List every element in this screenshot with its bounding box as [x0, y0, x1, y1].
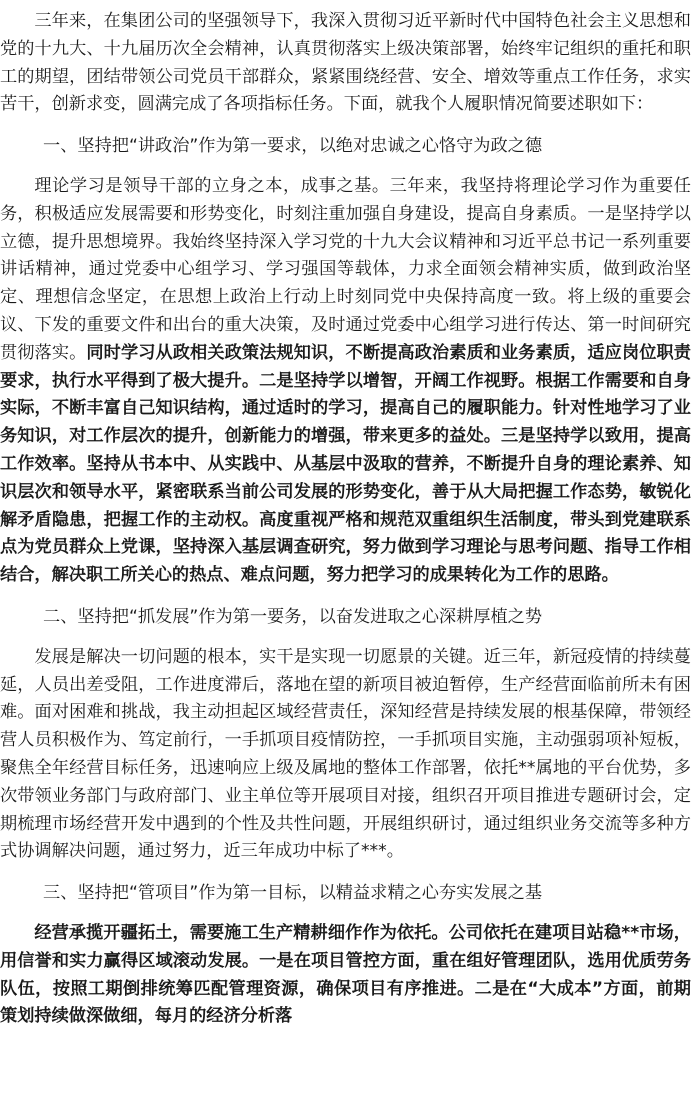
section-1-heading: 一、坚持把“讲政治”作为第一要求，以绝对忠诚之心恪守为政之德: [43, 136, 543, 157]
section-3-paragraph: 经营承揽开疆拓土，需要施工生产精耕细作作为依托。公司依托在建项目站稳**市场，用信誉和实力赢得区域滚动发展。一是在项目管控方面，重在组好管理团队，选用优质劳务队伍，按照工期倒排统筹匹配管理资源，确保项目有序推进。二是在“大成本”方面，前期策划持续做深做细，每月的经济分析落: [0, 922, 691, 1027]
section-1-text-a: 理论学习是领导干部的立身之本，成事之基。三年来，我坚持将理论学习作为重要任务，积极适应发展需要和形势变化，时刻注重加强自身建设，提高自身素质。一是坚持学以立德，提升思想境界。我始终坚持深入学习党的十九大会议精神和习近平总书记一系列重要讲话精神，通过党委中心组学习、学习强国等载体，力求全面领会精神实质，做到政治坚定、理想信念坚定，在思想上政治上行动上时刻同党中央保持高度一致。将上级的重要会议、下发的重要文件和出台的重大决策，及时通过党委中心组学习进行传达、第一时间研究贯彻落实。: [0, 175, 691, 363]
section-1-text-b: 同时学习从政相关政策法规知识，不断提高政治素质和业务素质，适应岗位职责要求，执行水平得到了极大提升。二是坚持学以增智，开阔工作视野。根据工作需要和自身实际，不断丰富自己知识结构，通过适时的学习，提高自己的履职能力。针对性地学习了业务知识，对工作层次的提升，创新能力的增强，带来更多的益处。三是坚持学以致用，提高工作效率。: [0, 342, 691, 474]
section-1-paragraph: [0, 173, 691, 590]
section-3-heading: 三、坚持把“管项目”作为第一目标，以精益求精之心夯实发展之基: [43, 883, 543, 904]
section-1-text-c: 坚持从书本中、从实践中、从基层中汲取的营养，不断提升自身的理论素养、知识层次和领导水平，紧密联系当前公司发展的形势变化，善于从大局把握工作态势，敏锐化解矛盾隐患，把握工作的主动权。高度重视严格和规范双重组织生活制度，带头到党建联系点为党员群众上党课，: [0, 453, 691, 558]
intro-paragraph: 三年来，在集团公司的坚强领导下，我深入贯彻习近平新时代中国特色社会主义思想和党的十九大、十九届历次全会精神，认真贯彻落实上级决策部署，始终牢记组织的重托和职工的期望，团结带领公司党员干部群众，紧紧围绕经营、安全、增效等重点工作任务，求实苦干，创新求变，圆满完成了各项指标任务。下面，就我个人履职情况简要述职如下：: [0, 11, 691, 115]
section-2-paragraph: 发展是解决一切问题的根本，实干是实现一切愿景的关键。近三年，新冠疫情的持续蔓延，人员出差受阻，工作进度滞后，落地在望的新项目被迫暂停，生产经营面临前所未有困难。面对困难和挑战，我主动担起区域经营责任，深知经营是持续发展的根基保障，带领经营人员积极作为、笃定前行，一手抓项目疫情防控，一手抓项目实施，主动强弱项补短板，聚焦全年经营目标任务，迅速响应上级及属地的整体工作部署，依托**属地的平台优势，多次带领业务部门与政府部门、业主单位等开展项目对接，组织召开项目推进专题研讨会，定期梳理市场经营开发中遇到的个性及共性问题，开展组织研讨，通过组织业务交流等多种方式协调解决问题，通过努力，近三年成功中标了***。: [0, 646, 691, 862]
section-1-text-d: 坚持深入基层调查研究，努力做到学习理论与思考问题、指导工作相结合，解决职工所关心的热点、难点问题，努力把学习的成果转化为工作的思路。: [0, 537, 691, 586]
section-2-heading: 二、坚持把“抓发展”作为第一要务，以奋发进取之心深耕厚植之势: [43, 606, 543, 627]
